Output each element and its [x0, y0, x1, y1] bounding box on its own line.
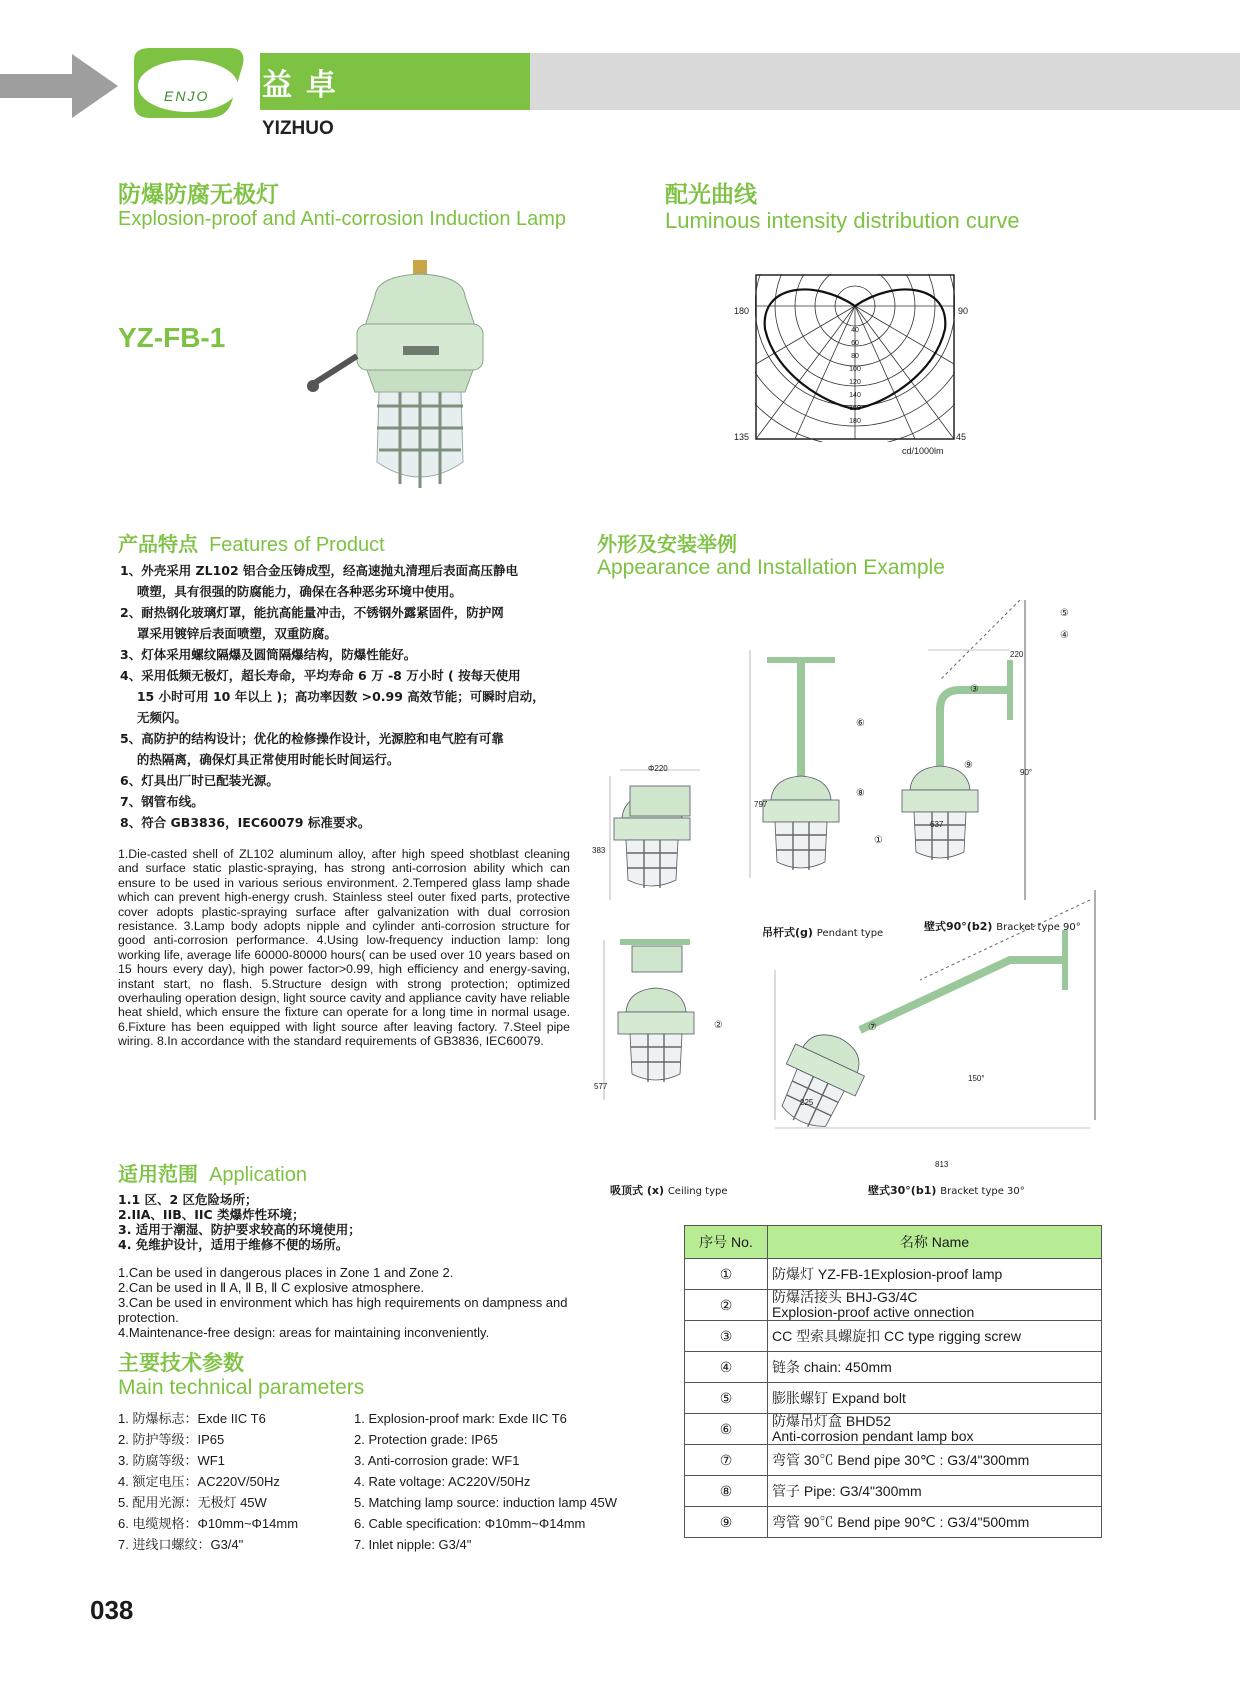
caption-bracket-90 [924, 918, 1081, 934]
feature-line: 3、灯体采用螺纹隔爆及圆筒隔爆结构，防爆性能好。 [120, 647, 417, 662]
features-text-en: 1.Die-casted shell of ZL102 aluminum alloy, after high speed shotblast cleaning and surface static plastic-spraying, has strong anti-corrosion ability which can ensure to be used in various serious environment. 2.Tempered glass lamp shade which can prevent high-energy crush. Stainless steel outer fixed parts, protective cover adopts plastic-spraying surface after galvanization with dual corrosion resistance. 3.Lamp body adopts nipple and cylinder anti-corrosion structure for good anti-corrosion performance. 4.Using low-frequency induction lamp: long working life, average life 60000-80000 hours( can be used over 10 years based on 15 hours every day), high power factor>0.99, high efficiency and energy-saving, instant start, no flash. 5.Structure design with strong protection; optimized overhauling operation design, light source cavity and appliance cavity have reliable heat shield, which ensure the fixture can operate for a long time in normal usage. 6.Fixture has been equipped with light source after leaving factory. 7.Steel pipe wiring. 8.In accordance with the standard requirements of GB3836, IEC60079. [118, 847, 570, 1049]
application-line: 4.Maintenance-free design: areas for maintaining inconveniently. [118, 1325, 490, 1340]
curve-title-cn: 配光曲线 [665, 182, 757, 208]
marker-5: ⑤ [1060, 608, 1069, 619]
param-line: 7. Inlet nipple: G3/4" [354, 1537, 472, 1552]
curve-title-en: Luminous intensity distribution curve [665, 208, 1020, 233]
curve-scale-80: 80 [851, 353, 859, 360]
feature-line: 无频闪。 [120, 710, 187, 725]
params-list-en [354, 1408, 617, 1555]
application-heading [118, 1158, 307, 1187]
part-name: 防爆灯 YZ-FB-1Explosion-proof lamp [768, 1259, 1102, 1290]
page-number: 038 [90, 1595, 134, 1625]
marker-2: ② [714, 1020, 723, 1031]
part-name: CC 型索具螺旋扣 CC type rigging screw [768, 1321, 1102, 1352]
application-list-cn [118, 1192, 361, 1252]
table-row [685, 1259, 1102, 1290]
param-line: 7. 进线口螺纹：G3/4" [118, 1537, 244, 1552]
part-name: 弯管 90℃ Bend pipe 90℃ : G3/4"500mm [768, 1507, 1102, 1538]
caption-b1-en: Bracket type 30° [940, 1186, 1025, 1197]
feature-line: 4、采用低频无极灯，超长寿命，平均寿命 6 万 -8 万小时 ( 按每天使用 [120, 668, 521, 683]
installation-diagrams [590, 600, 1110, 1190]
caption-pendant-cn: 吊杆式(g) [762, 926, 813, 939]
dim-220: 220 [1010, 650, 1024, 659]
param-line: 4. Rate voltage: AC220V/50Hz [354, 1474, 531, 1489]
param-line: 6. Cable specification: Φ10mm~Φ14mm [354, 1516, 586, 1531]
part-number: ⑨ [685, 1507, 768, 1538]
param-line: 2. Protection grade: IP65 [354, 1432, 498, 1447]
feature-line: 6、灯具出厂时已配装光源。 [120, 773, 279, 788]
application-line: 3.Can be used in environment which has high requirements on dampness and protection. [118, 1295, 568, 1325]
curve-angle-180: 180 [734, 306, 750, 316]
feature-line: 7、钢管布线。 [120, 794, 204, 809]
polar-curve-chart [755, 274, 955, 442]
param-line: 5. Matching lamp source: induction lamp 45W [354, 1495, 618, 1510]
application-title-cn: 适用范围 [118, 1162, 198, 1186]
brand-name-cn: 益卓 [262, 68, 350, 103]
application-line: 3. 适用于潮湿、防护要求较高的环境使用； [118, 1222, 361, 1237]
col-header-no: 序号 No. [685, 1226, 768, 1259]
product-title-en: Explosion-proof and Anti-corrosion Induction Lamp [118, 208, 567, 230]
table-row [685, 1414, 1102, 1445]
curve-angle-90: 90 [958, 306, 969, 316]
feature-line: 罩采用镀锌后表面喷塑，双重防腐。 [120, 626, 337, 641]
part-number: ⑥ [685, 1414, 768, 1445]
params-list-cn [118, 1408, 298, 1555]
feature-line: 喷塑，具有很强的防腐能力，确保在各种恶劣环境中使用。 [120, 584, 462, 599]
curve-unit: cd/1000lm [902, 446, 944, 456]
part-number: ③ [685, 1321, 768, 1352]
caption-b2-en: Bracket type 90° [996, 922, 1081, 933]
curve-angle-135: 135 [734, 432, 750, 442]
features-list-cn [120, 560, 588, 833]
marker-3: ③ [970, 684, 979, 695]
application-line: 1.1 区、2 区危险场所； [118, 1192, 258, 1207]
caption-ceiling [610, 1182, 728, 1198]
param-line: 2. 防护等级：IP65 [118, 1432, 225, 1447]
param-line: 3. 防腐等级：WF1 [118, 1453, 225, 1468]
param-line: 1. 防爆标志：Exde IIC T6 [118, 1411, 266, 1426]
table-row [685, 1321, 1102, 1352]
curve-scale-140: 140 [849, 392, 861, 399]
dim-225: 225 [800, 1098, 814, 1107]
curve-scale-160: 160 [849, 405, 861, 412]
diagram-side-view [610, 770, 700, 900]
param-line: 1. Explosion-proof mark: Exde IIC T6 [354, 1411, 567, 1426]
caption-b1-cn: 壁式30°(b1) [868, 1184, 937, 1197]
logo-text: ENJO [164, 88, 210, 104]
curve-scale-120: 120 [849, 379, 861, 386]
dim-637: 637 [930, 820, 944, 829]
marker-6: ⑥ [856, 718, 865, 729]
appearance-title-cn: 外形及安装举例 [597, 532, 737, 556]
dim-150: 150° [968, 1074, 985, 1083]
header-band [530, 53, 1240, 110]
caption-pendant-en: Pendant type [816, 928, 884, 939]
part-number: ① [685, 1259, 768, 1290]
part-number: ④ [685, 1352, 768, 1383]
part-name: 链条 chain: 450mm [768, 1352, 1102, 1383]
params-title-en: Main technical parameters [118, 1376, 365, 1399]
parts-table-body [685, 1259, 1102, 1538]
dim-577: 577 [594, 1082, 608, 1091]
product-lamp-image [305, 256, 535, 504]
product-model: YZ-FB-1 [118, 322, 226, 353]
caption-pendant [762, 924, 883, 940]
application-title-en: Application [209, 1164, 307, 1186]
params-title-cn: 主要技术参数 [118, 1351, 244, 1375]
part-name: 防爆吊灯盒 BHD52 Anti-corrosion pendant lamp box [768, 1414, 1102, 1445]
marker-8: ⑧ [856, 788, 865, 799]
param-line: 5. 配用光源：无极灯 45W [118, 1495, 267, 1510]
feature-line: 15 小时可用 10 年以上 )；高功率因数 >0.99 高效节能；可瞬时启动， [120, 689, 545, 704]
marker-9: ⑨ [964, 760, 973, 771]
param-line: 4. 额定电压：AC220V/50Hz [118, 1474, 280, 1489]
param-line: 3. Anti-corrosion grade: WF1 [354, 1453, 520, 1468]
application-line: 2.IIA、IIB、IIC 类爆炸性环境； [118, 1207, 305, 1222]
appearance-title-en: Appearance and Installation Example [597, 556, 945, 579]
marker-1: ① [874, 835, 883, 846]
curve-scale-180: 180 [849, 418, 861, 425]
features-heading [118, 528, 385, 557]
param-line: 6. 电缆规格：Φ10mm~Φ14mm [118, 1516, 299, 1531]
feature-line: 1、外壳采用 ZL102 铝合金压铸成型，经高速抛丸清理后表面高压静电 [120, 563, 519, 578]
arrow-logo-graphic [0, 46, 255, 124]
application-line: 2.Can be used in Ⅱ A, Ⅱ B, Ⅱ C explosive atmosphere. [118, 1280, 425, 1295]
table-row [685, 1445, 1102, 1476]
part-name: 膨胀螺钉 Expand bolt [768, 1383, 1102, 1414]
dim-90: 90° [1020, 768, 1033, 777]
caption-bracket-30 [868, 1182, 1025, 1198]
parts-table [684, 1225, 1102, 1538]
part-number: ⑦ [685, 1445, 768, 1476]
brand-name-en: YIZHUO [262, 118, 334, 139]
table-row [685, 1290, 1102, 1321]
curve-scale-60: 60 [851, 340, 859, 347]
curve-angle-45: 45 [956, 432, 967, 442]
arrow-icon [0, 54, 118, 118]
part-number: ⑧ [685, 1476, 768, 1507]
curve-scale-40: 40 [851, 327, 859, 334]
dim-phi220: Φ220 [648, 764, 668, 773]
marker-7: ⑦ [868, 1022, 877, 1033]
table-row [685, 1383, 1102, 1414]
marker-4: ④ [1060, 630, 1069, 641]
feature-line: 5、高防护的结构设计；优化的检修操作设计，光源腔和电气腔有可靠 [120, 731, 504, 746]
parts-table-header [685, 1226, 1102, 1259]
curve-scale-100: 100 [849, 366, 861, 373]
application-list-en [118, 1265, 608, 1340]
part-name: 防爆活接头 BHJ-G3/4C Explosion-proof active onnection [768, 1290, 1102, 1321]
part-number: ⑤ [685, 1383, 768, 1414]
caption-ceiling-en: Ceiling type [667, 1186, 728, 1197]
application-line: 1.Can be used in dangerous places in Zone 1 and Zone 2. [118, 1265, 454, 1280]
dim-813: 813 [935, 1160, 949, 1169]
table-row [685, 1352, 1102, 1383]
diagram-pendant [750, 650, 839, 878]
dim-797: 797 [754, 800, 768, 809]
diagram-ceiling [604, 940, 694, 1100]
diagram-bracket-90 [902, 600, 1025, 900]
product-title-cn: 防爆防腐无极灯 [118, 182, 279, 208]
caption-ceiling-cn: 吸顶式 (x) [610, 1184, 664, 1197]
features-title-en: Features of Product [209, 534, 385, 556]
caption-b2-cn: 壁式90°(b2) [924, 920, 993, 933]
features-title-cn: 产品特点 [118, 532, 198, 556]
feature-line: 8、符合 GB3836，IEC60079 标准要求。 [120, 815, 371, 830]
part-name: 管子 Pipe: G3/4"300mm [768, 1476, 1102, 1507]
feature-line: 2、耐热钢化玻璃灯罩，能抗高能量冲击，不锈钢外露紧固件，防护网 [120, 605, 504, 620]
feature-line: 的热隔离，确保灯具正常使用时能长时间运行。 [120, 752, 400, 767]
part-name: 弯管 30℃ Bend pipe 30℃ : G3/4"300mm [768, 1445, 1102, 1476]
application-line: 4. 免维护设计，适用于维修不便的场所。 [118, 1237, 349, 1252]
part-number: ② [685, 1290, 768, 1321]
table-row [685, 1476, 1102, 1507]
dim-383: 383 [592, 846, 606, 855]
col-header-name: 名称 Name [768, 1226, 1102, 1259]
table-row [685, 1507, 1102, 1538]
